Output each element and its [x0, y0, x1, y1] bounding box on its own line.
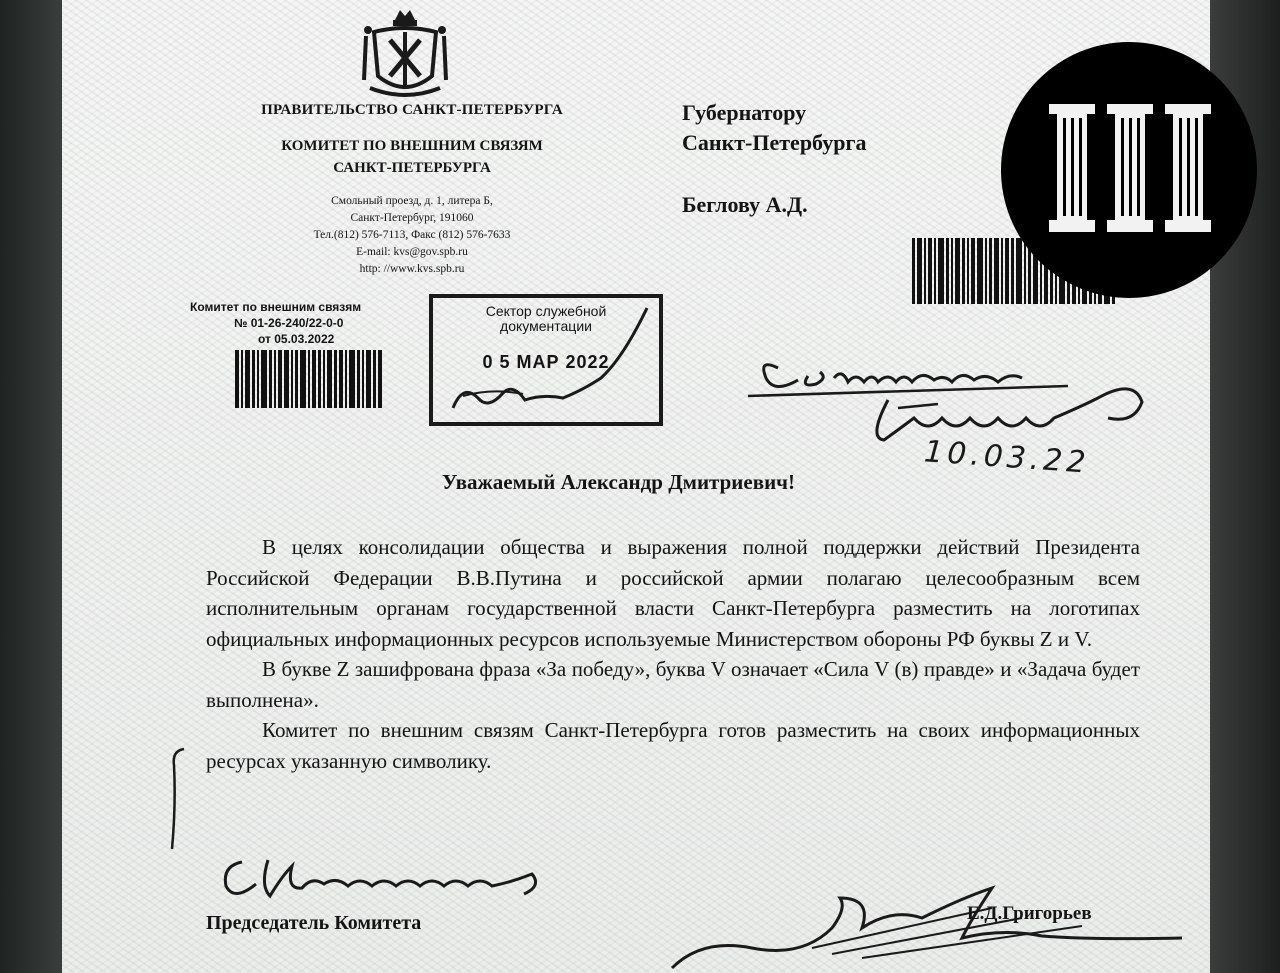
stamp-signature-scribble [433, 298, 659, 422]
address-email: E-mail: kvs@gov.spb.ru [356, 246, 468, 258]
stamp-title-line2: документации [500, 318, 592, 334]
signatory-name: Е.Д.Григорьев [967, 903, 1092, 924]
committee-name-line2: САНКТ-ПЕТЕРБУРГА [333, 160, 491, 176]
recipient-line2: Санкт-Петербурга [682, 130, 867, 155]
registration-info [190, 299, 361, 347]
address-website: http: //www.kvs.spb.ru [359, 263, 465, 275]
stamp-date: 0 5 МАР 2022 [482, 352, 610, 372]
government-name: ПРАВИТЕЛЬСТВО САНКТ-ПЕТЕРБУРГА [261, 102, 563, 118]
salutation: Уважаемый Александр Дмитриевич! [442, 470, 796, 494]
screen-bezel-left [0, 0, 62, 973]
recipient-line1: Губернатору [682, 100, 807, 125]
address-phone: Тел.(812) 576-7113, Факс (812) 576-7633 [313, 229, 511, 241]
committee-name-line1: КОМИТЕТ ПО ВНЕШНИМ СВЯЗЯМ [281, 138, 543, 154]
registration-committee: Комитет по внешним связям [190, 300, 362, 314]
signatory-position: Председатель Комитета [206, 912, 422, 934]
coat-of-arms-emblem [360, 6, 450, 106]
recipient-title [682, 98, 866, 158]
registration-date: от 05.03.2022 [258, 332, 335, 346]
address-city: Санкт-Петербург, 191060 [350, 212, 474, 224]
sender-address [262, 193, 562, 278]
committee-name [232, 135, 592, 179]
small-signature-handwriting [212, 846, 562, 916]
receiving-stamp [429, 294, 663, 426]
letter-paragraph-3: Комитет по внешним связям Санкт-Петербурга готов разместить на своих информационных ресурсах указанную символику. [206, 718, 1140, 773]
columns-icon [1001, 42, 1257, 298]
registration-number: № 01-26-240/22-0-0 [234, 316, 344, 330]
margin-bracket-mark [162, 745, 192, 855]
address-street: Смольный проезд, д. 1, литера Б, [331, 195, 493, 207]
letter-body [206, 532, 1140, 776]
channel-watermark-logo [1001, 42, 1257, 298]
recipient-name: Беглову А.Д. [682, 192, 808, 217]
barcode-registration [235, 350, 384, 408]
main-signature-handwriting [662, 878, 1182, 973]
approval-resolution-handwriting [738, 338, 1158, 448]
letter-paragraph-2: В букве Z зашифрована фраза «За победу», буква V означает «Сила V (в) правде» и «Задача будет выполнена». [206, 657, 1140, 712]
approval-date: 10.03.22 [922, 434, 1091, 481]
stamp-title-line1: Сектор служебной [485, 303, 607, 319]
letter-paragraph-1: В целях консолидации общества и выражения полной поддержки действий Президента Российской Федерации В.В.Путина и российской армии полагаю целесообразным всем исполнительным органам государственной власти Санкт-Петербурга разместить на логотипах официальных информационных ресурсов используемые Министерством обороны РФ буквы Z и V. [206, 535, 1140, 651]
